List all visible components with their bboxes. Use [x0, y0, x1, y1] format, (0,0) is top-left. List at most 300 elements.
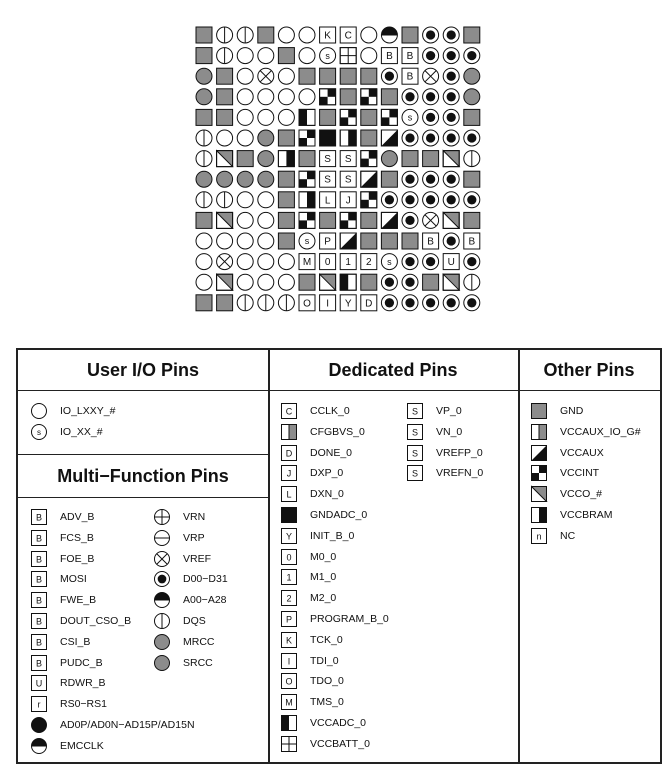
checker-square-icon: [532, 466, 547, 481]
aux-square-icon: [381, 130, 397, 146]
letter-square-icon: [408, 445, 423, 460]
gnd-square-icon: [196, 212, 212, 228]
gnd-square-icon: [278, 171, 294, 187]
pin-letter: Y: [285, 531, 293, 542]
vcco-square-icon: [320, 274, 336, 290]
gnd-square-icon: [361, 212, 377, 228]
pin-letter: B: [35, 657, 43, 668]
dqs-circle-icon: [217, 48, 233, 64]
letter-square-icon: [464, 233, 480, 249]
data-dot-icon: [402, 212, 418, 228]
letter-square-icon: [340, 295, 356, 311]
other-title: Other Pins: [518, 350, 660, 391]
open-circle-icon: [258, 274, 274, 290]
pin-letter: L: [286, 489, 292, 500]
vref-circle-icon: [423, 212, 439, 228]
open-circle-icon: [258, 192, 274, 208]
pin-letter: B: [35, 574, 43, 585]
pin-letter: B: [35, 595, 43, 606]
pin-letter: O: [285, 676, 293, 687]
data-dot-icon: [464, 130, 480, 146]
letter-square-icon: [443, 254, 459, 270]
legend-label: FCS_B: [60, 531, 94, 544]
pin-letter: C: [344, 30, 352, 42]
svg-text:s: s: [304, 236, 310, 247]
open-circle-icon: [258, 48, 274, 64]
letter-square-icon: [282, 445, 297, 460]
legend-label: TCK_0: [310, 633, 343, 646]
aux-square-icon: [340, 233, 356, 249]
open-circle-icon: [278, 27, 294, 43]
letter-square-icon: [361, 254, 377, 270]
legend-table: [16, 348, 662, 764]
pin-letter: I: [326, 298, 329, 310]
gray-circle-icon: [258, 151, 274, 167]
data-dot-icon: [381, 192, 397, 208]
open-circle-icon: [237, 212, 253, 228]
letter-square-icon: [340, 192, 356, 208]
open-circle-icon: [196, 233, 212, 249]
vcco-square-icon: [443, 151, 459, 167]
data-dot-icon: [443, 130, 459, 146]
legend-label: VCCINT: [560, 467, 600, 480]
gray-circle-icon: [155, 634, 170, 649]
dqs-circle-icon: [196, 130, 212, 146]
multi-function-title: Multi−Function Pins: [18, 454, 268, 498]
gray-circle-icon: [237, 171, 253, 187]
legend-label: TDI_0: [310, 654, 339, 667]
data-dot-icon: [443, 68, 459, 84]
gray-circle-icon: [217, 171, 233, 187]
open-circle-icon: [196, 274, 212, 290]
pin-letter: B: [386, 51, 393, 63]
bram-square-icon: [278, 151, 294, 167]
pin-letter: 1: [286, 572, 292, 583]
legend-label: M0_0: [310, 550, 337, 563]
legend-label: MRCC: [183, 635, 215, 648]
legend-label: DONE_0: [310, 446, 353, 459]
letter-square-icon: [320, 254, 336, 270]
legend-label: RDWR_B: [60, 677, 106, 690]
dedicated-title: Dedicated Pins: [268, 350, 518, 391]
gray-circle-icon: [258, 130, 274, 146]
dqs-circle-icon: [217, 27, 233, 43]
pin-letter: B: [406, 71, 414, 83]
legend-label: VCCADC_0: [310, 717, 367, 729]
letter-square-icon: [320, 171, 336, 187]
pin-letter: B: [35, 637, 43, 648]
data-dot-icon: [423, 295, 439, 311]
vcco-square-icon: [443, 212, 459, 228]
bram-square-icon: [340, 130, 356, 146]
open-circle-icon: [237, 274, 253, 290]
gray-circle-icon: [196, 171, 212, 187]
pin-letter: K: [324, 30, 331, 42]
gray-circle-icon: [464, 68, 480, 84]
gnd-square-icon: [381, 171, 397, 187]
dedicated-column: [268, 350, 520, 762]
gnd-square-icon: [361, 233, 377, 249]
pin-letter: Y: [344, 298, 352, 310]
letter-square-icon: [408, 404, 423, 419]
gnd-square-icon: [381, 233, 397, 249]
data-dot-icon: [381, 274, 397, 290]
data-dot-icon: [155, 572, 170, 587]
gnd-square-icon: [278, 192, 294, 208]
letter-square-icon: [423, 233, 439, 249]
gnd-square-icon: [196, 109, 212, 125]
pin-letter: 0: [286, 551, 292, 562]
other-column: [518, 350, 660, 762]
dqs-circle-icon: [258, 295, 274, 311]
checker-square-icon: [320, 89, 336, 105]
letter-square-icon: [282, 549, 297, 564]
gnd-square-icon: [320, 109, 336, 125]
data-dot-icon: [443, 192, 459, 208]
letter-square-icon: [340, 171, 356, 187]
letter-square-icon: [299, 295, 315, 311]
legend-label: IO_LXXY_#: [60, 405, 116, 417]
vcco-square-icon: [217, 212, 233, 228]
legend-label: IO_XX_#: [60, 426, 103, 438]
legend-label: FOE_B: [60, 552, 95, 565]
legend-label: VCCAUX_IO_G#: [560, 425, 641, 438]
legend-label: CSI_B: [60, 635, 91, 648]
gnd-square-icon: [464, 212, 480, 228]
open-circle-icon: [258, 89, 274, 105]
gnd-square-icon: [402, 151, 418, 167]
gnd-square-icon: [320, 68, 336, 84]
data-dot-icon: [423, 27, 439, 43]
vref-circle-icon: [217, 254, 233, 270]
battery-square-icon: [340, 48, 356, 64]
open-circle-icon: [237, 89, 253, 105]
vcco-square-icon: [217, 151, 233, 167]
gnd-square-icon: [299, 68, 315, 84]
letter-square-icon: [32, 614, 47, 629]
gnd-square-icon: [217, 109, 233, 125]
pin-letter: 2: [286, 593, 292, 604]
legend-label: VREF: [183, 552, 212, 565]
cfgbvs-square-icon: [282, 424, 297, 439]
dqs-circle-icon: [217, 192, 233, 208]
open-circle-icon: [299, 48, 315, 64]
gnd-square-icon: [217, 89, 233, 105]
data-dot-icon: [443, 109, 459, 125]
dqs-circle-icon: [155, 614, 170, 629]
gnd-square-icon: [361, 109, 377, 125]
open-circle-icon: [258, 109, 274, 125]
open-circle-icon: [237, 192, 253, 208]
pin-letter: B: [35, 533, 43, 544]
letter-square-icon: [32, 697, 47, 712]
legend-label: DXN_0: [310, 488, 344, 501]
legend-label: CCLK_0: [310, 405, 350, 417]
gray-circle-icon: [381, 151, 397, 167]
checker-square-icon: [361, 89, 377, 105]
gnd-square-icon: [320, 212, 336, 228]
data-dot-icon: [423, 109, 439, 125]
gray-circle-icon: [464, 89, 480, 105]
vref-circle-icon: [423, 68, 439, 84]
pin-letter: B: [427, 236, 434, 248]
data-dot-icon: [464, 48, 480, 64]
gray-circle-icon: [155, 655, 170, 670]
user-io-title: User I/O Pins: [18, 350, 268, 391]
letter-square-icon: [340, 254, 356, 270]
svg-text:s: s: [407, 112, 413, 123]
gnd-square-icon: [423, 274, 439, 290]
letter-square-icon: [320, 295, 336, 311]
open-circle-icon: [217, 130, 233, 146]
letter-square-icon: [402, 68, 418, 84]
vccadc-square-icon: [299, 109, 315, 125]
battery-square-icon: [282, 736, 297, 751]
legend-label: VRN: [183, 511, 206, 523]
gnd-square-icon: [361, 274, 377, 290]
open-circle-icon: [278, 254, 294, 270]
legend-label: DXP_0: [310, 467, 344, 480]
gnd-square-icon: [278, 130, 294, 146]
checker-square-icon: [340, 212, 356, 228]
legend-label: M1_0: [310, 571, 337, 584]
data-dot-icon: [402, 130, 418, 146]
half-circle-icon: [381, 27, 397, 43]
gnd-square-icon: [402, 27, 418, 43]
pin-letter: S: [411, 406, 419, 417]
gnd-square-icon: [258, 27, 274, 43]
open-circle-icon: [237, 130, 253, 146]
letter-square-icon: [282, 570, 297, 585]
legend-label: DQS: [183, 615, 206, 627]
svg-text:s: s: [387, 256, 392, 267]
letter-square-icon: [320, 151, 336, 167]
aux-square-icon: [381, 212, 397, 228]
legend-label: PROGRAM_B_0: [310, 613, 389, 625]
checker-square-icon: [340, 109, 356, 125]
legend-label: M2_0: [310, 592, 337, 605]
legend-label: A00−A28: [183, 594, 227, 607]
data-dot-icon: [381, 68, 397, 84]
data-dot-icon: [423, 192, 439, 208]
legend-label: GNDADC_0: [310, 509, 368, 521]
pin-letter: 1: [345, 257, 351, 269]
data-dot-icon: [381, 295, 397, 311]
pin-letter: n: [536, 531, 542, 542]
svg-text:s: s: [325, 50, 330, 61]
data-dot-icon: [464, 192, 480, 208]
letter-square-icon: [32, 676, 47, 691]
legend-label: AD0P/AD0N−AD15P/AD15N: [60, 719, 195, 731]
legend-label: D00−D31: [183, 573, 228, 586]
dqs-circle-icon: [464, 274, 480, 290]
gray-circle-icon: [196, 89, 212, 105]
open-circle-icon: [258, 254, 274, 270]
vrp-circle-icon: [155, 530, 170, 545]
legend-label: VCCBRAM: [560, 509, 613, 521]
black-circle-icon: [32, 718, 47, 733]
gnd-square-icon: [532, 404, 547, 419]
aux-square-icon: [361, 171, 377, 187]
letter-square-icon: [381, 48, 397, 64]
gnd-square-icon: [464, 27, 480, 43]
vref-circle-icon: [155, 551, 170, 566]
open-circle-icon: [278, 68, 294, 84]
pin-letter: B: [35, 553, 43, 564]
letter-square-icon: [282, 632, 297, 647]
dqs-circle-icon: [237, 295, 253, 311]
vccadc-square-icon: [340, 274, 356, 290]
letter-square-icon: [282, 653, 297, 668]
gnd-square-icon: [278, 48, 294, 64]
open-circle-icon: [361, 48, 377, 64]
gnd-square-icon: [464, 109, 480, 125]
checker-square-icon: [381, 109, 397, 125]
gnd-square-icon: [196, 27, 212, 43]
gnd-square-icon: [217, 295, 233, 311]
dqs-circle-icon: [464, 151, 480, 167]
gnd-square-icon: [423, 151, 439, 167]
half-circle-icon: [155, 593, 170, 608]
aux-square-icon: [532, 445, 547, 460]
legend-label: EMCCLK: [60, 739, 104, 752]
letter-square-icon: [340, 27, 356, 43]
open-circle-icon: [237, 233, 253, 249]
vcco-square-icon: [532, 487, 547, 502]
dqs-circle-icon: [278, 295, 294, 311]
pin-letter: 0: [324, 257, 331, 269]
s-circle-icon: [32, 425, 47, 440]
pin-letter: U: [35, 678, 43, 689]
legend-label: VCCAUX: [560, 446, 604, 459]
legend-label: GND: [560, 405, 584, 417]
data-dot-icon: [423, 254, 439, 270]
checker-square-icon: [361, 192, 377, 208]
pin-letter: J: [345, 195, 351, 207]
legend-label: TMS_0: [310, 696, 344, 709]
open-circle-icon: [217, 233, 233, 249]
svg-text:s: s: [37, 428, 41, 437]
pin-letter: M: [285, 697, 293, 708]
letter-square-icon: [320, 233, 336, 249]
letter-square-icon: [32, 551, 47, 566]
pin-letter: M: [302, 257, 312, 269]
gnd-square-icon: [381, 89, 397, 105]
letter-square-icon: [282, 487, 297, 502]
data-dot-icon: [423, 171, 439, 187]
gnd-square-icon: [237, 151, 253, 167]
pin-letter: B: [35, 512, 43, 523]
data-dot-icon: [423, 89, 439, 105]
pin-letter: 2: [366, 257, 372, 269]
data-dot-icon: [423, 130, 439, 146]
legend-label: VCCBATT_0: [310, 737, 370, 750]
data-dot-icon: [423, 48, 439, 64]
open-circle-icon: [258, 233, 274, 249]
data-dot-icon: [443, 171, 459, 187]
data-dot-icon: [464, 295, 480, 311]
legend-label: FWE_B: [60, 594, 97, 607]
pin-letter: O: [303, 298, 311, 310]
pin-letter: U: [447, 257, 455, 269]
gnd-square-icon: [340, 89, 356, 105]
half-circle-icon: [32, 738, 47, 753]
open-circle-icon: [258, 212, 274, 228]
gnd-square-icon: [361, 130, 377, 146]
open-circle-icon: [237, 68, 253, 84]
gnd-square-icon: [299, 151, 315, 167]
gnd-square-icon: [464, 171, 480, 187]
letter-square-icon: [320, 192, 336, 208]
legend-label: MOSI: [60, 573, 87, 586]
letter-square-icon: [282, 674, 297, 689]
letter-square-icon: [32, 530, 47, 545]
black-square-icon: [320, 130, 336, 146]
letter-square-icon: [340, 151, 356, 167]
open-circle-icon: [299, 27, 315, 43]
pin-letter: D: [365, 298, 373, 310]
pin-letter: P: [285, 614, 293, 625]
data-dot-icon: [443, 295, 459, 311]
data-dot-icon: [402, 254, 418, 270]
legend-label: NC: [560, 529, 576, 542]
dqs-circle-icon: [237, 27, 253, 43]
vcco-square-icon: [443, 274, 459, 290]
letter-square-icon: [282, 612, 297, 627]
checker-square-icon: [361, 151, 377, 167]
open-circle-icon: [237, 48, 253, 64]
pin-letter: D: [285, 447, 293, 458]
letter-square-icon: [282, 404, 297, 419]
bram-square-icon: [532, 508, 547, 523]
pin-letter: S: [324, 154, 331, 166]
legend-label: DOUT_CSO_B: [60, 615, 132, 627]
user-io-column: [18, 350, 270, 762]
pin-letter: S: [324, 174, 331, 186]
legend-label: RS0−RS1: [60, 698, 107, 711]
bram-square-icon: [299, 192, 315, 208]
open-circle-icon: [237, 254, 253, 270]
letter-square-icon: [408, 424, 423, 439]
gnd-square-icon: [402, 233, 418, 249]
letter-square-icon: [32, 655, 47, 670]
legend-label: TDO_0: [310, 675, 344, 688]
gray-circle-icon: [196, 68, 212, 84]
open-circle-icon: [278, 274, 294, 290]
s-circle-icon: [299, 233, 315, 249]
open-circle-icon: [299, 89, 315, 105]
pin-letter: B: [406, 51, 414, 63]
pin-letter: K: [285, 635, 293, 646]
legend-label: VREFP_0: [436, 446, 483, 459]
dqs-circle-icon: [196, 151, 212, 167]
letter-square-icon: [282, 591, 297, 606]
legend-label: VCCO_#: [560, 488, 603, 501]
data-dot-icon: [402, 89, 418, 105]
legend-label: CFGBVS_0: [310, 425, 365, 438]
gnd-square-icon: [217, 68, 233, 84]
pin-letter: r: [37, 699, 41, 710]
legend-label: ADV_B: [60, 511, 95, 523]
vcco-square-icon: [217, 274, 233, 290]
letter-square-icon: [532, 528, 547, 543]
gnd-square-icon: [340, 68, 356, 84]
data-dot-icon: [402, 295, 418, 311]
gray-circle-icon: [258, 171, 274, 187]
letter-square-icon: [32, 593, 47, 608]
pin-letter: J: [286, 468, 292, 479]
letter-square-icon: [320, 27, 336, 43]
